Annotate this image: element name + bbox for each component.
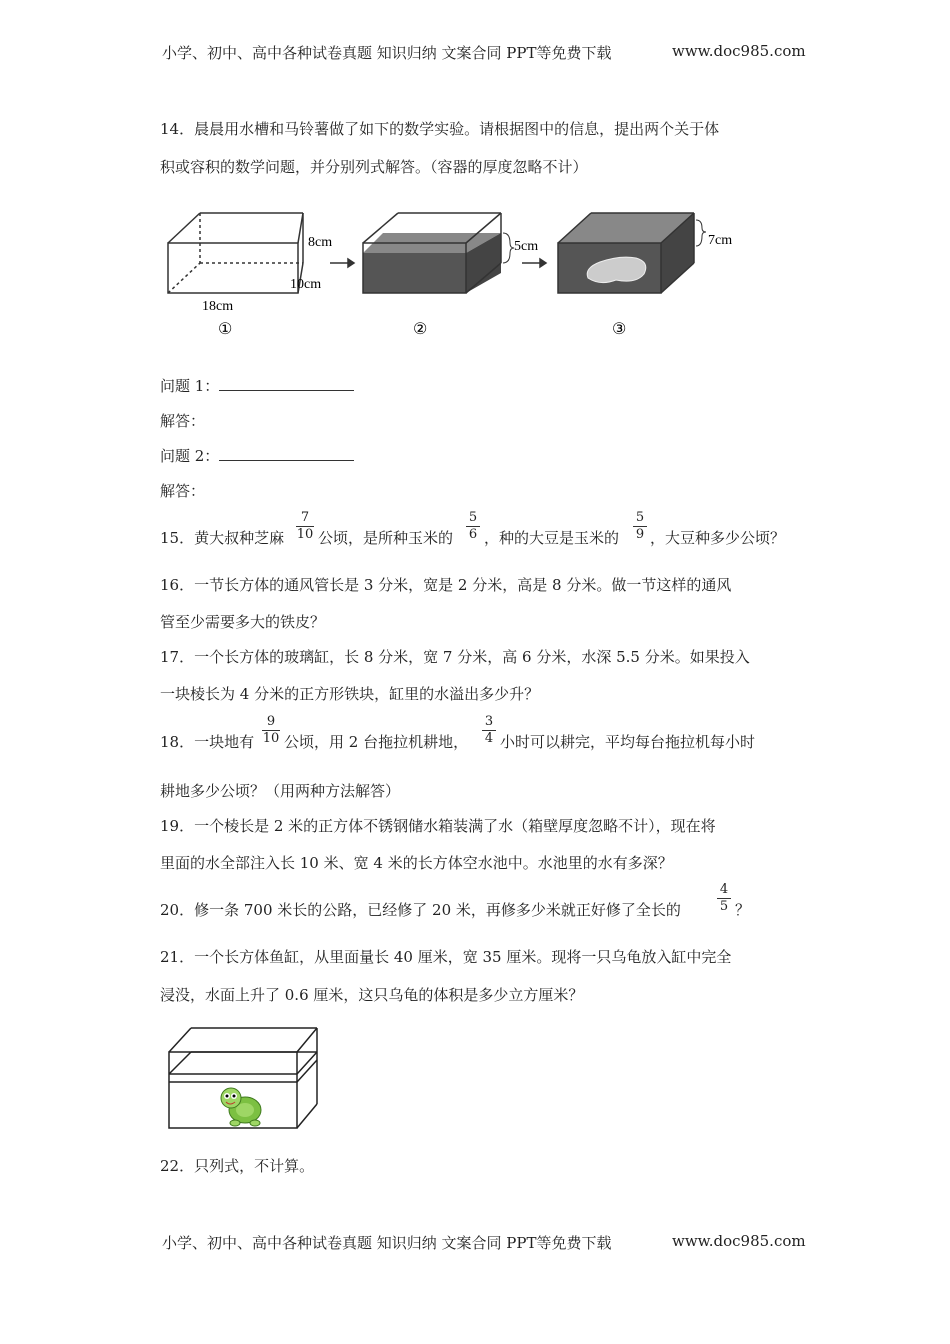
q15-f3-denominator: 9 bbox=[633, 526, 647, 543]
problem-1-label: 问题 1： bbox=[160, 377, 220, 395]
q18-f2-denominator: 4 bbox=[482, 730, 496, 747]
q15-fraction-1 bbox=[296, 510, 314, 543]
q18-text-3: 小时可以耕完，平均每台拖拉机每小时 bbox=[500, 733, 756, 751]
label-after: 7cm bbox=[708, 233, 733, 248]
q18-f2-numerator: 3 bbox=[484, 714, 494, 729]
problem-1-row bbox=[160, 375, 354, 396]
header-title: 小学、初中、高中各种试卷真题 知识归纳 文案合同 PPT等免费下载 bbox=[162, 44, 612, 62]
brace-after-icon bbox=[696, 220, 706, 246]
q15-f1-denominator: 10 bbox=[296, 527, 314, 542]
brace-water-icon bbox=[503, 233, 514, 263]
answer-1-label: 解答： bbox=[160, 412, 206, 430]
q18-text-1: 18．一块地有 bbox=[160, 733, 255, 751]
problem-1-blank[interactable] bbox=[219, 376, 354, 391]
arrow-1-icon bbox=[330, 259, 354, 267]
label-length: 18cm bbox=[202, 299, 234, 314]
box-2-water bbox=[363, 213, 501, 293]
q15-text-2: 公顷，是所种玉米的 bbox=[318, 529, 454, 547]
page-header bbox=[162, 42, 806, 63]
step-1-label: ① bbox=[218, 321, 233, 338]
q22-line1: 22．只列式，不计算。 bbox=[160, 1157, 315, 1175]
q15-f1-numerator: 7 bbox=[300, 510, 310, 525]
step-2-label: ② bbox=[413, 321, 428, 338]
q20-denominator: 5 bbox=[717, 898, 731, 915]
q17-line1: 17．一个长方体的玻璃缸，长 8 分米，宽 7 分米，高 6 分米，水深 5.5 分米。如果投入 bbox=[160, 648, 750, 666]
page-footer bbox=[162, 1232, 806, 1253]
answer-2-label: 解答： bbox=[160, 482, 206, 500]
step-3-label: ③ bbox=[612, 321, 627, 338]
q15-text-3: ，种的大豆是玉米的 bbox=[484, 529, 620, 547]
q14-figure bbox=[160, 200, 760, 350]
q15-fraction-3 bbox=[633, 510, 647, 543]
q15-text-1: 15．黄大叔种芝麻 bbox=[160, 529, 285, 547]
q18-f1-numerator: 9 bbox=[266, 714, 276, 729]
turtle-icon bbox=[221, 1088, 261, 1126]
q16-line1: 16．一节长方体的通风管长是 3 分米，宽是 2 分米，高是 8 分米。做一节这样的通风 bbox=[160, 576, 732, 594]
label-height: 8cm bbox=[308, 235, 333, 250]
q21-line2: 浸没，水面上升了 0.6 厘米，这只乌龟的体积是多少立方厘米？ bbox=[160, 986, 584, 1004]
q15-f2-numerator: 5 bbox=[468, 510, 478, 525]
q19-line1: 19．一个棱长是 2 米的正方体不锈钢储水箱装满了水（箱壁厚度忽略不计），现在将 bbox=[160, 817, 716, 835]
box-1-empty bbox=[168, 213, 303, 293]
q20-numerator: 4 bbox=[719, 882, 729, 897]
label-width: 10cm bbox=[290, 277, 322, 292]
q21-line1: 21．一个长方体鱼缸，从里面量长 40 厘米，宽 35 厘米。现将一只乌龟放入缸中完全 bbox=[160, 948, 732, 966]
q15-text-4: ，大豆种多少公顷？ bbox=[650, 529, 786, 547]
problem-2-label: 问题 2： bbox=[160, 447, 220, 465]
q20-text-1: 20．修一条 700 米长的公路，已经修了 20 米，再修多少米就正好修了全长的 bbox=[160, 901, 681, 919]
q19-line2: 里面的水全部注入长 10 米、宽 4 米的长方体空水池中。水池里的水有多深？ bbox=[160, 854, 673, 872]
header-url[interactable]: www.doc985.com bbox=[672, 42, 806, 60]
q20-fraction bbox=[717, 882, 731, 915]
q18-f1-denominator: 10 bbox=[262, 731, 280, 746]
q15-fraction-2 bbox=[466, 510, 480, 543]
box-3-potato bbox=[558, 213, 694, 293]
arrow-2-icon bbox=[522, 259, 546, 267]
problem-2-row bbox=[160, 445, 354, 466]
q14-line1: 14．晨晨用水槽和马铃薯做了如下的数学实验。请根据图中的信息，提出两个关于体 bbox=[160, 120, 720, 138]
q18-line2: 耕地多少公顷？（用两种方法解答） bbox=[160, 782, 401, 800]
q15-f2-denominator: 6 bbox=[466, 526, 480, 543]
footer-title: 小学、初中、高中各种试卷真题 知识归纳 文案合同 PPT等免费下载 bbox=[162, 1234, 612, 1252]
q17-line2: 一块棱长为 4 分米的正方形铁块，缸里的水溢出多少升？ bbox=[160, 685, 540, 703]
footer-url[interactable]: www.doc985.com bbox=[672, 1232, 806, 1250]
q18-fraction-1 bbox=[262, 714, 280, 747]
label-water: 5cm bbox=[514, 239, 539, 254]
q15-f3-numerator: 5 bbox=[635, 510, 645, 525]
q21-fish-tank-figure bbox=[165, 1022, 325, 1134]
q20-text-2: ？ bbox=[735, 901, 751, 919]
q14-line2: 积或容积的数学问题，并分别列式解答。（容器的厚度忽略不计） bbox=[160, 158, 588, 176]
q16-line2: 管至少需要多大的铁皮？ bbox=[160, 613, 326, 631]
problem-2-blank[interactable] bbox=[219, 446, 354, 461]
q18-fraction-2 bbox=[482, 714, 496, 747]
q18-text-2: 公顷，用 2 台拖拉机耕地， bbox=[284, 733, 469, 751]
